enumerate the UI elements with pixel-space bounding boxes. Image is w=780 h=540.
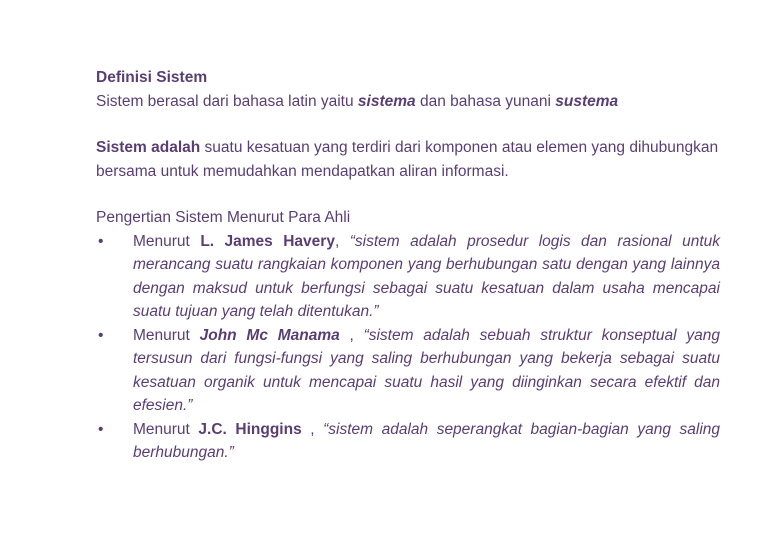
expert-quote: “sistem adalah sebuah struktur konseptual yang tersusun dari fungsi-fungsi yang saling berhubungan yang bekerja sebagai suatu kesatuan organik untuk mencapai suatu hasil yang diinginkan secara efektif dan efesien.” — [133, 326, 720, 414]
expert-name: J.C. Hinggins — [198, 420, 302, 438]
expert-quote: “sistem adalah seperangkat bagian-bagian yang saling berhubungan.” — [133, 420, 721, 461]
latin-term: sistema — [357, 92, 416, 110]
expert-prefix: Menurut — [133, 326, 200, 344]
bullet-icon: • — [98, 232, 104, 250]
slide-content — [96, 66, 720, 465]
expert-separator: , — [334, 232, 350, 250]
expert-quote: “sistem adalah prosedur logis dan rasional untuk merancang suatu rangkaian komponen yang berhubungan satu dengan yang lainnya dengan maksud untuk berfungsi sebagai suatu kesatuan dalam usaha mencapai suatu tujuan yang telah ditentukan.” — [133, 232, 720, 320]
system-meaning — [96, 136, 720, 183]
expert-prefix: Menurut — [133, 420, 199, 438]
expert-item-manama — [96, 324, 720, 418]
definition-heading: Definisi Sistem — [96, 69, 208, 86]
meaning-text: suatu kesatuan yang terdiri dari komponen atau elemen yang dihubungkan bersama untuk memudahkan mendapatkan aliran informasi. — [96, 139, 719, 180]
expert-item-hinggins — [96, 418, 720, 465]
expert-separator: , — [339, 326, 364, 344]
origin-prefix: Sistem berasal dari bahasa latin yaitu — [96, 92, 358, 110]
bullet-icon: • — [98, 420, 104, 438]
expert-name: L. James Havery — [200, 232, 335, 250]
experts-heading: Pengertian Sistem Menurut Para Ahli — [96, 209, 351, 226]
bullet-icon: • — [98, 326, 104, 344]
expert-text — [133, 418, 720, 465]
expert-item-havery — [96, 230, 720, 324]
spacer — [96, 183, 720, 206]
expert-text — [133, 324, 720, 418]
greek-term: sustema — [555, 92, 619, 110]
spacer — [96, 113, 720, 136]
expert-text — [133, 230, 720, 324]
meaning-term: Sistem adalah — [96, 139, 201, 156]
expert-separator: , — [301, 420, 324, 438]
origin-middle: dan bahasa yunani — [415, 92, 556, 110]
expert-name: John Mc Manama — [199, 326, 340, 344]
origin-sentence — [96, 90, 720, 114]
expert-list — [96, 230, 720, 465]
expert-prefix: Menurut — [133, 232, 201, 250]
